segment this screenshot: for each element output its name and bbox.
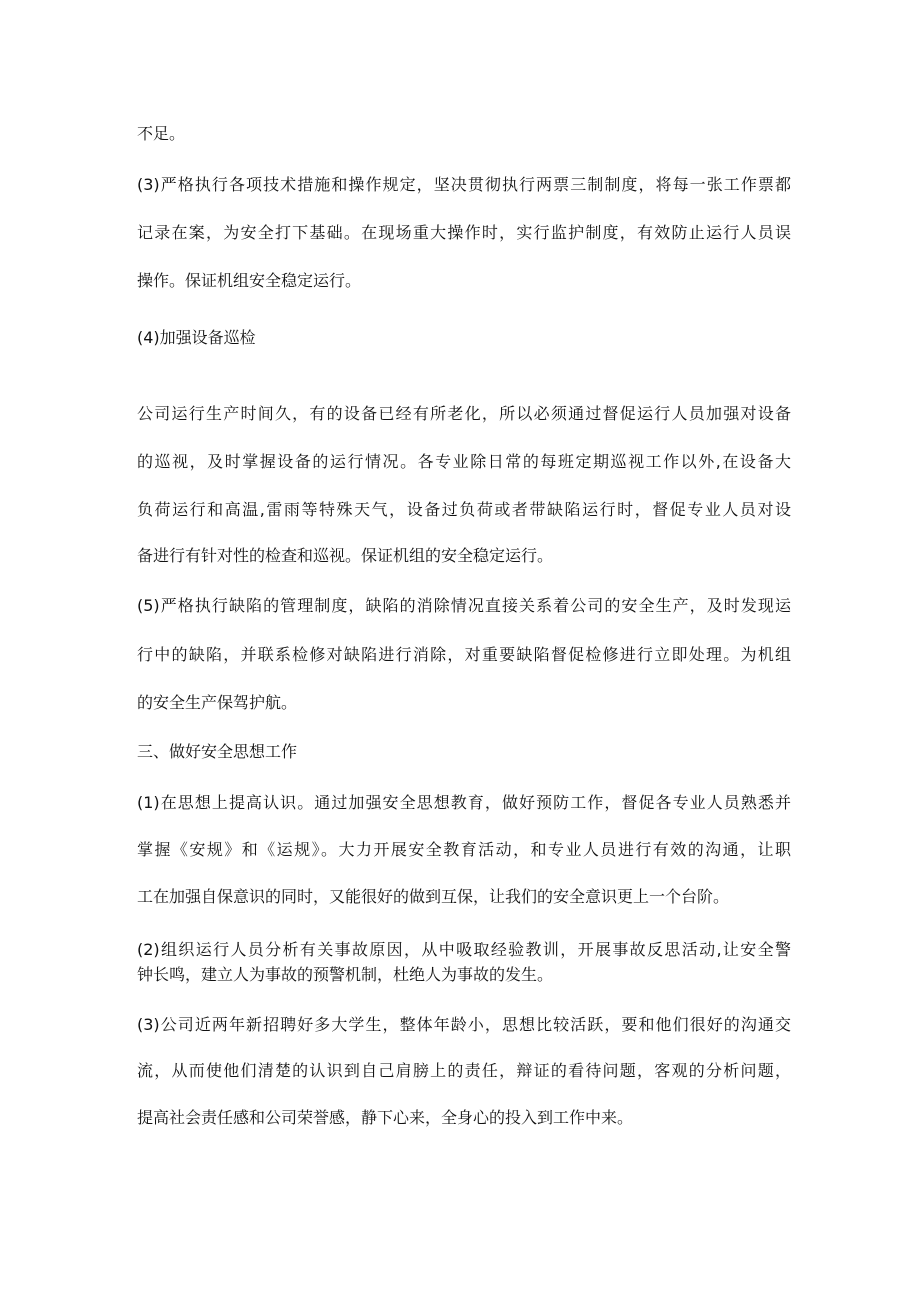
paragraph-line: 提高社会责任感和公司荣誉感，静下心来，全身心的投入到工作中来。	[137, 1108, 634, 1127]
paragraph-line: 行中的缺陷，并联系检修对缺陷进行消除，对重要缺陷督促检修进行立即处理。为机组	[137, 645, 791, 664]
paragraph-line: 流，从而使他们清楚的认识到自己肩膀上的责任，辩证的看待问题，客观的分析问题，	[137, 1061, 791, 1080]
paragraph-line: (2)组织运行人员分析有关事故原因，从中吸取经验教训，开展事故反思活动,让安全警	[137, 940, 791, 959]
paragraph-line: 记录在案，为安全打下基础。在现场重大操作时，实行监护制度，有效防止运行人员误	[137, 223, 791, 242]
paragraph-line: (3)公司近两年新招聘好多大学生，整体年龄小，思想比较活跃，要和他们很好的沟通交	[137, 1015, 791, 1034]
paragraph-line: 掌握《安规》和《运规》。大力开展安全教育活动，和专业人员进行有效的沟通，让职	[137, 840, 791, 859]
paragraph-line: 公司运行生产时间久，有的设备已经有所老化，所以必须通过督促运行人员加强对设备	[137, 404, 791, 423]
paragraph-line: (5)严格执行缺陷的管理制度，缺陷的消除情况直接关系着公司的安全生产，及时发现运	[137, 596, 791, 615]
section-heading: 三、做好安全思想工作	[137, 742, 298, 761]
paragraph-line: 的安全生产保驾护航。	[137, 693, 298, 712]
section-heading: (4)加强设备巡检	[137, 328, 256, 347]
paragraph-line: (1)在思想上提高认识。通过加强安全思想教育，做好预防工作，督促各专业人员熟悉并	[137, 793, 791, 812]
paragraph-line: 操作。保证机组安全稳定运行。	[137, 271, 362, 290]
paragraph-line: 工在加强自保意识的同时，又能很好的做到互保，让我们的安全意识更上一个台阶。	[137, 887, 730, 906]
paragraph-line: 钟长鸣，建立人为事故的预警机制，杜绝人为事故的发生。	[137, 965, 554, 984]
paragraph-line: 的巡视，及时掌握设备的运行情况。各专业除日常的每班定期巡视工作以外,在设备大	[137, 452, 791, 471]
paragraph-line: 备进行有针对性的检查和巡视。保证机组的安全稳定运行。	[137, 546, 554, 565]
paragraph-line: 负荷运行和高温,雷雨等特殊天气，设备过负荷或者带缺陷运行时，督促专业人员对设	[137, 500, 791, 519]
paragraph-line: 不足。	[137, 124, 186, 143]
paragraph-line: (3)严格执行各项技术措施和操作规定，坚决贯彻执行两票三制制度，将每一张工作票都	[137, 175, 791, 194]
